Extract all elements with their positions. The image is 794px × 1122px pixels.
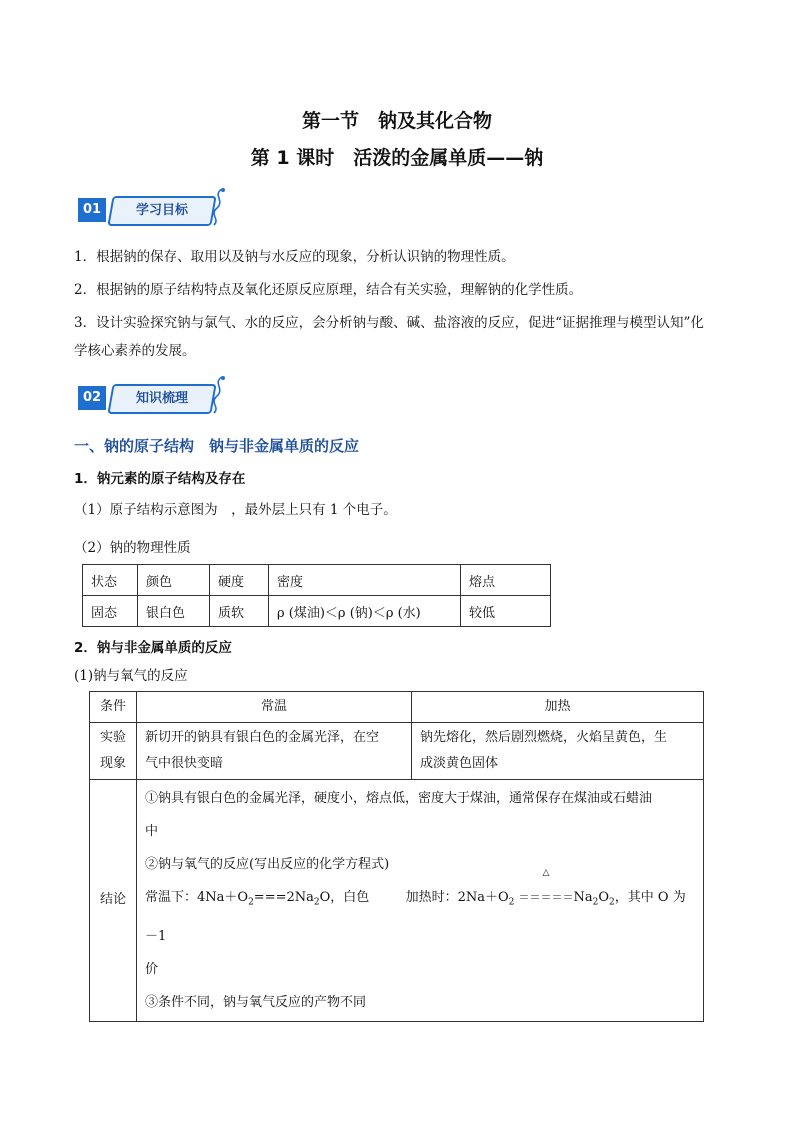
section-label bbox=[107, 384, 216, 414]
table-cell: 状态 bbox=[83, 565, 138, 596]
section-number: 02 bbox=[78, 386, 106, 410]
table-cell: 密度 bbox=[269, 565, 461, 596]
cell-line: 实验 bbox=[99, 730, 126, 745]
table-row bbox=[90, 723, 704, 780]
goal-3: 3．设计实验探究钠与氯气、水的反应，会分析钠与酸、碱、盐溶液的反应，促进“证据推理与模型认知”化 bbox=[74, 315, 704, 331]
table-cell bbox=[137, 723, 412, 780]
equation-text: O bbox=[598, 890, 610, 905]
cell-line: 气中很快变暗 bbox=[145, 756, 224, 771]
table-header-row bbox=[90, 692, 704, 723]
subscript: 2 bbox=[592, 897, 599, 908]
section-badge-goals bbox=[78, 193, 228, 227]
equation-line bbox=[145, 868, 695, 953]
table-cell: 质软 bbox=[210, 596, 269, 627]
table-cell: 硬度 bbox=[210, 565, 269, 596]
page-title: 第一节 钠及其化合物 bbox=[301, 110, 492, 132]
equation-text: 加热时：2Na＋O bbox=[405, 890, 509, 905]
subscript: 2 bbox=[609, 897, 615, 908]
section-label-text: 学习目标 bbox=[135, 203, 188, 218]
table-cell: ρ (煤油)＜ρ (钠)＜ρ (水) bbox=[269, 596, 461, 627]
oxygen-reaction-label: (1)钠与氧气的反应 bbox=[74, 668, 188, 684]
oxygen-reaction-table bbox=[89, 691, 704, 1022]
equation-text: O，白色 bbox=[319, 890, 370, 905]
equation-text: 常温下：4Na＋O bbox=[145, 890, 249, 905]
table-cell: 银白色 bbox=[138, 596, 210, 627]
cell-line: ①钠具有银白色的金属光泽，硬度小，熔点低，密度大于煤油，通常保存在煤油或石蜡油 bbox=[145, 791, 653, 806]
equation-text: ＝＝＝＝＝ bbox=[518, 891, 574, 904]
cell-line: ②钠与氧气的反应(写出反应的化学方程式) bbox=[145, 857, 390, 872]
goal-3-cont: 学核心素养的发展。 bbox=[74, 343, 196, 359]
heating-arrow bbox=[518, 868, 574, 914]
atomic-structure-line: （1）原子结构示意图为 ，最外层上只有 1 个电子。 bbox=[74, 502, 397, 518]
equation-text: ===2Na bbox=[253, 890, 314, 905]
physical-properties-table bbox=[82, 564, 551, 627]
page-subtitle: 第 1 课时 活泼的金属单质——钠 bbox=[250, 147, 544, 169]
table-cell bbox=[412, 723, 704, 780]
subheading-2: 2．钠与非金属单质的反应 bbox=[74, 640, 232, 656]
cell-line: 中 bbox=[145, 824, 159, 839]
goal-2: 2．根据钠的原子结构特点及氧化还原反应原理，结合有关实验，理解钠的化学性质。 bbox=[74, 282, 583, 298]
equation-text: Na bbox=[573, 890, 593, 905]
table-cell bbox=[137, 780, 704, 1022]
cell-line: 价 bbox=[145, 961, 159, 977]
heading-atomic-structure: 一、钠的原子结构 钠与非金属单质的反应 bbox=[74, 437, 360, 455]
section-label bbox=[107, 196, 216, 226]
subscript: 2 bbox=[508, 897, 515, 908]
section-number: 01 bbox=[78, 198, 106, 222]
table-cell: 熔点 bbox=[461, 565, 551, 596]
table-cell: 结论 bbox=[90, 780, 137, 1022]
subheading-1: 1．钠元素的原子结构及存在 bbox=[74, 471, 246, 487]
section-badge-knowledge bbox=[78, 381, 228, 415]
physical-properties-label: （2）钠的物理性质 bbox=[74, 540, 191, 556]
goal-1: 1．根据钠的保存、取用以及钠与水反应的现象，分析认识钠的物理性质。 bbox=[74, 249, 515, 265]
section-label-text: 知识梳理 bbox=[135, 391, 188, 406]
quill-decoration-icon bbox=[208, 375, 230, 415]
cell-line: 钠先熔化，然后剧烈燃烧，火焰呈黄色，生 bbox=[420, 730, 668, 745]
table-cell bbox=[90, 723, 137, 780]
quill-decoration-icon bbox=[208, 187, 230, 227]
subscript: 2 bbox=[248, 897, 254, 908]
table-row bbox=[90, 780, 704, 1022]
cell-line: 成淡黄色固体 bbox=[420, 756, 499, 771]
table-cell: 常温 bbox=[137, 692, 412, 723]
table-cell: 加热 bbox=[412, 692, 704, 723]
cell-line: 现象 bbox=[99, 756, 126, 771]
table-cell: 较低 bbox=[461, 596, 551, 627]
cell-line: ③条件不同，钠与氧气反应的产物不同 bbox=[145, 994, 367, 1010]
triangle-icon: △ bbox=[542, 868, 550, 878]
subscript: 2 bbox=[313, 897, 320, 908]
equation-text: ，其中 O 为－1 bbox=[145, 890, 686, 944]
table-cell: 固态 bbox=[83, 596, 138, 627]
table-cell: 颜色 bbox=[138, 565, 210, 596]
table-row bbox=[83, 596, 551, 627]
cell-line: 新切开的钠具有银白色的金属光泽，在空 bbox=[145, 730, 380, 745]
table-header-row bbox=[83, 565, 551, 596]
table-cell: 条件 bbox=[90, 692, 137, 723]
